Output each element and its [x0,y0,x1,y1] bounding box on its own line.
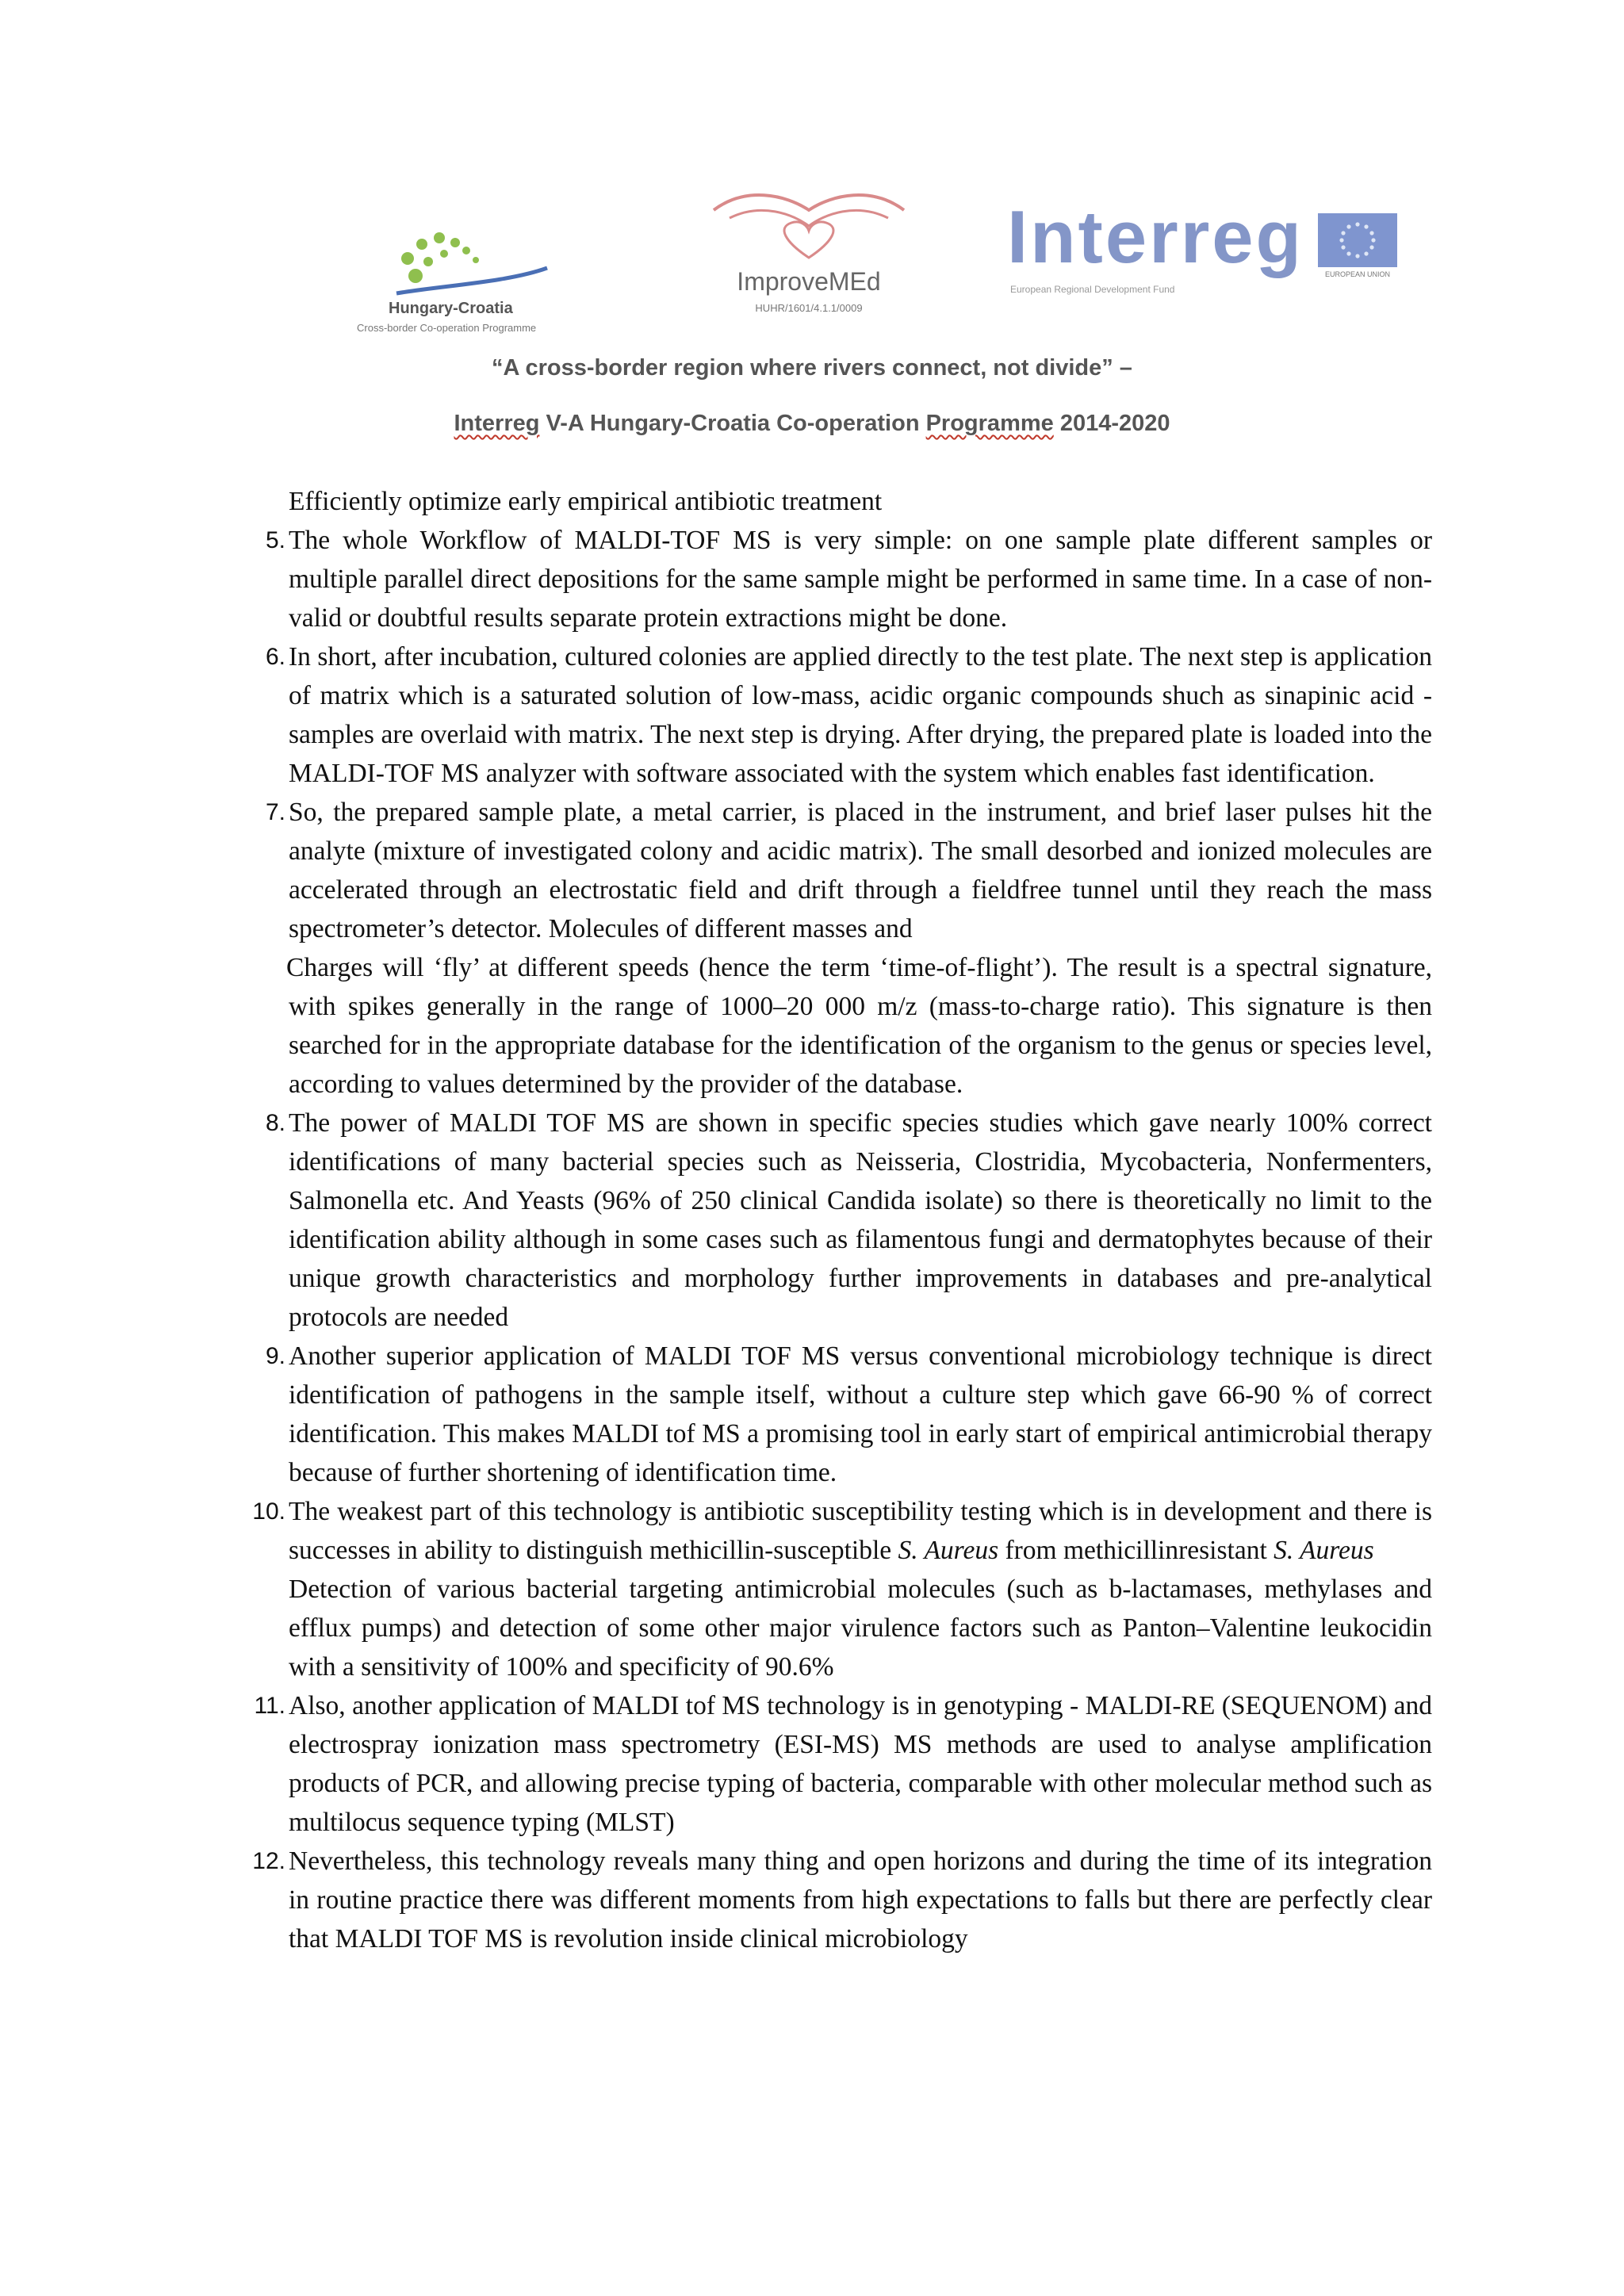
list-item-10 [252,1492,1432,1686]
programme-middle: V-A Hungary-Croatia Co-operation [539,411,926,436]
eu-flag-icon [1318,213,1397,267]
item-text: The power of MALDI TOF MS are shown in specific species studies which gave nearly 100% correct identifications of many bacterial species such as Neisseria, Clostridia, Mycobacteria, Nonfermenters, Salmonella etc. And Yeasts (96% of 250 clinical Candida isolate) so there is theoretically no limit to the identification ability although in some cases such as filamentous fungi and dermatophytes because of their unique growth characteristics and morphology further improvements in databases and pre-analytical protocols are needed [289,1108,1432,1332]
programme-line [0,411,1624,437]
item-number: 7. [265,799,285,825]
hungary-croatia-subtitle: Cross-border Co-operation Programme [357,322,537,334]
interreg-wordmark: Interreg [1007,195,1304,278]
item-number: 8. [265,1110,285,1136]
species-name: S. Aureus [1274,1536,1374,1565]
list-item-9 [265,1337,1432,1492]
item-text: The whole Workflow of MALDI-TOF MS is very simple: on one sample plate different samples or multiple parallel direct depositions for the same sample might be performed in same time. In a case of non- valid or doubtful results separate protein extractions might be done. [289,526,1432,633]
item-number: 9. [265,1343,285,1369]
item-text: Another superior application of MALDI TOF MS versus conventional microbiology technique is direct identification of pathogens in the sample itself, without a culture step which gave 66-90 % of correct identification. This makes MALDI tof MS a promising tool in early start of empirical antimicrobial therapy because of further shortening of identification time. [289,1341,1432,1487]
list-item-7 [265,793,1432,1104]
item-number: 12. [252,1848,285,1874]
page-header [0,0,1624,476]
species-name: S. Aureus [898,1536,999,1565]
interreg-fund-caption: European Regional Development Fund [1010,284,1175,295]
item-text-continued: Charges will ‘fly’ at different speeds (hence the term ‘time-of-flight’). The result is a spectral signature, with spikes generally in the range of 1000–20 000 m/z (mass-to-charge ratio). This signature is then searched for in the appropriate database for the identification of the organism to the genus or species level, according to values determined by the provider of the database. [286,953,1432,1099]
item-text-continued: Detection of various bacterial targeting antimicrobial molecules (such as b-lactamases, methylases and efflux pumps) and detection of some other major virulence factors such as Panton–Valentine leukocidin with a sensitivity of 100% and specificity of 90.6% [289,1575,1432,1682]
list-item-11 [254,1686,1432,1842]
item-number: 10. [252,1498,285,1525]
interreg-logo [1007,195,1404,313]
programme-word: Programme [925,411,1054,436]
document-body [252,482,1432,1958]
item-text [289,1492,1432,1570]
list-item-12 [252,1842,1432,1958]
list-item-5 [265,521,1432,637]
heart-hands-icon [698,178,920,266]
programme-suffix: 2014-2020 [1053,411,1170,436]
item-text: Also, another application of MALDI tof MS technology is in genotyping - MALDI-RE (SEQUENOM) and electrospray ionization mass spectrometry (ESI-MS) MS methods are used to analyse amplification products of PCR, and allowing precise typing of bacteria, comparable with other molecular method such as multilocus sequence typing (MLST) [289,1691,1432,1837]
item-text-a: The weakest part of this technology is antibiotic susceptibility testing which is in development and there is successes in ability to distinguish methicillin-susceptible [289,1497,1432,1565]
slogan: “A cross-border region where rivers connect, not divide” – [492,355,1132,381]
item-number: 11. [254,1693,285,1719]
intro-line: Efficiently optimize early empirical antibiotic treatment [289,487,883,516]
eu-caption: EUROPEAN UNION [1324,270,1390,278]
item-text: Nevertheless, this technology reveals many thing and open horizons and during the time of its integration in routine practice there was different moments from high expectations to falls but there are perfectly clear that MALDI TOF MS is revolution inside clinical microbiology [289,1846,1432,1954]
item-number: 5. [265,527,285,553]
item-text: So, the prepared sample plate, a metal carrier, is placed in the instrument, and brief laser pulses hit the analyte (mixture of investigated colony and acidic matrix). The small desorbed and ionized molecules are accelerated through an electrostatic field and drift through a fieldfree tunnel until they reach the mass spectrometer’s detector. Molecules of different masses and [289,798,1432,943]
river-dots-icon [349,206,587,301]
improvemed-code: HUHR/1601/4.1.1/0009 [755,302,863,314]
hungary-croatia-title: Hungary-Croatia [389,300,513,317]
item-number: 6. [265,644,285,670]
item-text: In short, after incubation, cultured colonies are applied directly to the test plate. The next step is application of matrix which is a saturated solution of low-mass, acidic organic compounds shuch as sinapinic acid - samples are overlaid with matrix. The next step is drying. After drying, the prepared plate is loaded into the MALDI-TOF MS analyzer with software associated with the system which enables fast identification. [289,642,1432,788]
improvemed-logo [698,178,920,329]
list-item-8 [265,1104,1432,1337]
improvemed-name: ImproveMEd [737,267,881,296]
hungary-croatia-logo [349,206,587,341]
item-text-b: from methicillinresistant [998,1536,1274,1565]
programme-prefix: Interreg [454,411,540,436]
list-item-6 [265,637,1432,793]
